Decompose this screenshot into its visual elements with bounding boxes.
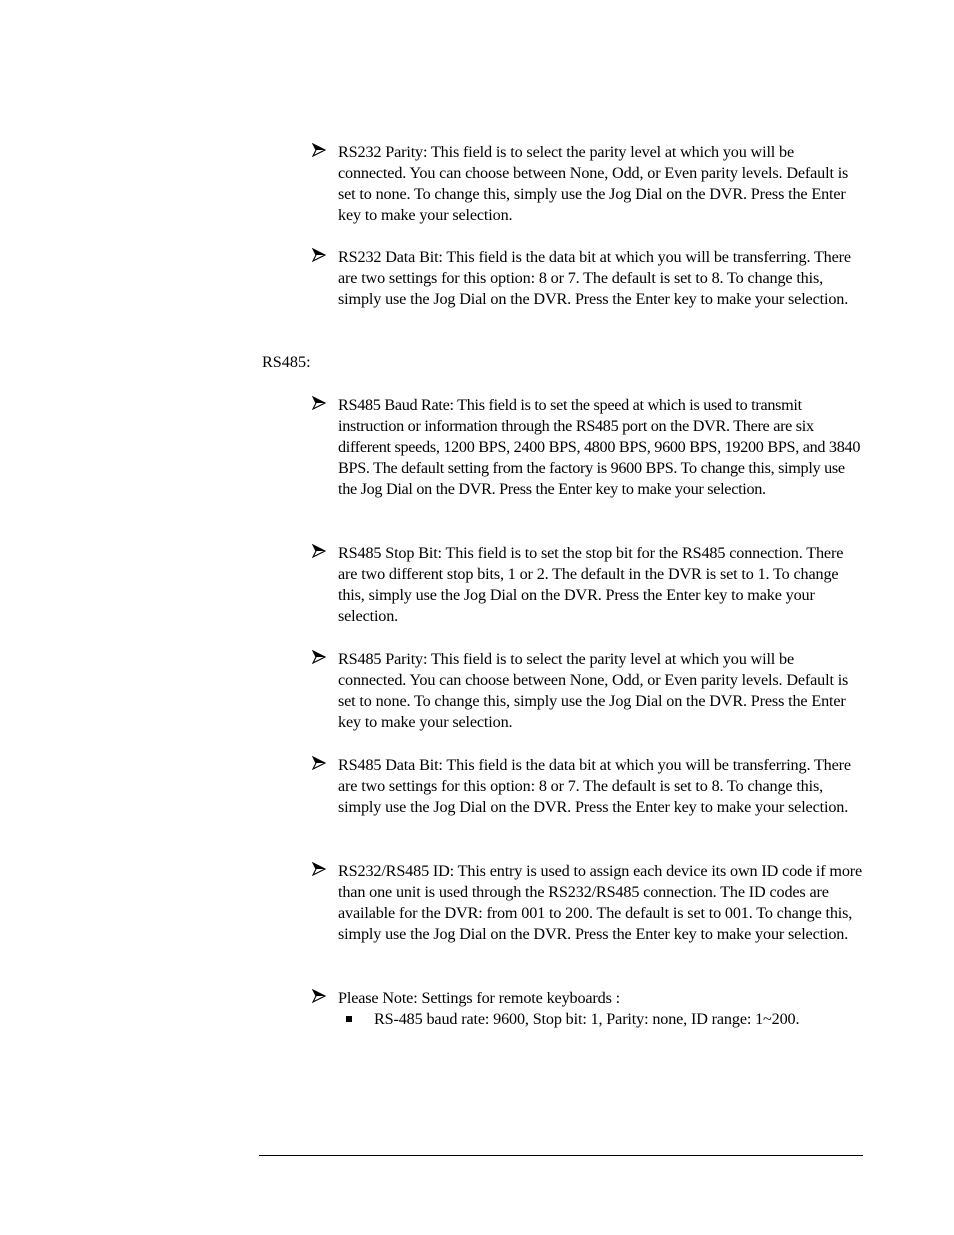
section-label-rs485: RS485: bbox=[262, 353, 311, 371]
bullet-rs232-rs485-id bbox=[312, 861, 864, 968]
arrowhead-bullet-icon bbox=[312, 396, 326, 410]
bullet-please-note bbox=[312, 988, 864, 1010]
bullet-rs485-baud-rate bbox=[312, 395, 864, 523]
arrowhead-bullet-icon bbox=[312, 862, 326, 876]
arrowhead-bullet-icon bbox=[312, 143, 326, 157]
bullet-text: RS485 Parity: This field is to select the parity level at which you will be connected. You can choose between None, Odd, or Even parity levels. Default is set to none. To change this, simply use the Jog Dial on the DVR. Press the Enter key to make your selection. bbox=[338, 650, 849, 732]
footer-divider bbox=[259, 1155, 863, 1156]
bullet-rs485-stop-bit bbox=[312, 543, 864, 629]
sub-bullet-text: RS-485 baud rate: 9600, Stop bit: 1, Parity: none, ID range: 1~200. bbox=[374, 1010, 800, 1028]
square-bullet-icon bbox=[346, 1016, 352, 1022]
arrowhead-bullet-icon bbox=[312, 650, 326, 664]
arrowhead-bullet-icon bbox=[312, 989, 326, 1003]
bullet-text: Please Note: Settings for remote keyboards : bbox=[338, 989, 621, 1007]
bullet-text: RS232/RS485 ID: This entry is used to assign each device its own ID code if more than one unit is used through the RS232/RS485 connection. The ID codes are available for the DVR: from 001 to 200. The default is set to 001. To change this, simply use the Jog Dial on the DVR. Press the Enter key to make your selection. bbox=[338, 862, 863, 944]
bullet-text: RS232 Parity: This field is to select the parity level at which you will be connected. You can choose between None, Odd, or Even parity levels. Default is set to none. To change this, simply use the Jog Dial on the DVR. Press the Enter key to make your selection. bbox=[338, 143, 849, 225]
bullet-text: RS232 Data Bit: This field is the data bit at which you will be transferring. There are two settings for this option: 8 or 7. The default is set to 8. To change this, simply use the Jog Dial on the DVR. Press the Enter key to make your selection. bbox=[338, 248, 851, 309]
arrowhead-bullet-icon bbox=[312, 544, 326, 558]
arrowhead-bullet-icon bbox=[312, 756, 326, 770]
bullet-rs485-data-bit bbox=[312, 755, 864, 841]
bullet-text: RS485 Data Bit: This field is the data bit at which you will be transferring. There are two settings for this option: 8 or 7. The default is set to 8. To change this, simply use the Jog Dial on the DVR. Press the Enter key to make your selection. bbox=[338, 756, 851, 817]
bullet-rs485-parity bbox=[312, 649, 864, 735]
bullet-text: RS485 Baud Rate: This field is to set the speed at which is used to transmit instruction or information through the RS485 port on the DVR. There are six different speeds, 1200 BPS, 2400 BPS, 4800 BPS, 9600 BPS, 19200 BPS, and 3840 BPS. The default setting from the factory is 9600 BPS. To change this, simply use the Jog Dial on the DVR. Press the Enter key to make your selection. bbox=[338, 396, 861, 499]
arrowhead-bullet-icon bbox=[312, 248, 326, 262]
bullet-text: RS485 Stop Bit: This field is to set the stop bit for the RS485 connection. There are two different stop bits, 1 or 2. The default in the DVR is set to 1. To change this, simply use the Jog Dial on the DVR. Press the Enter key to make your selection. bbox=[338, 544, 844, 626]
bullet-rs232-data-bit bbox=[312, 247, 864, 333]
bullet-rs232-parity bbox=[312, 142, 864, 228]
